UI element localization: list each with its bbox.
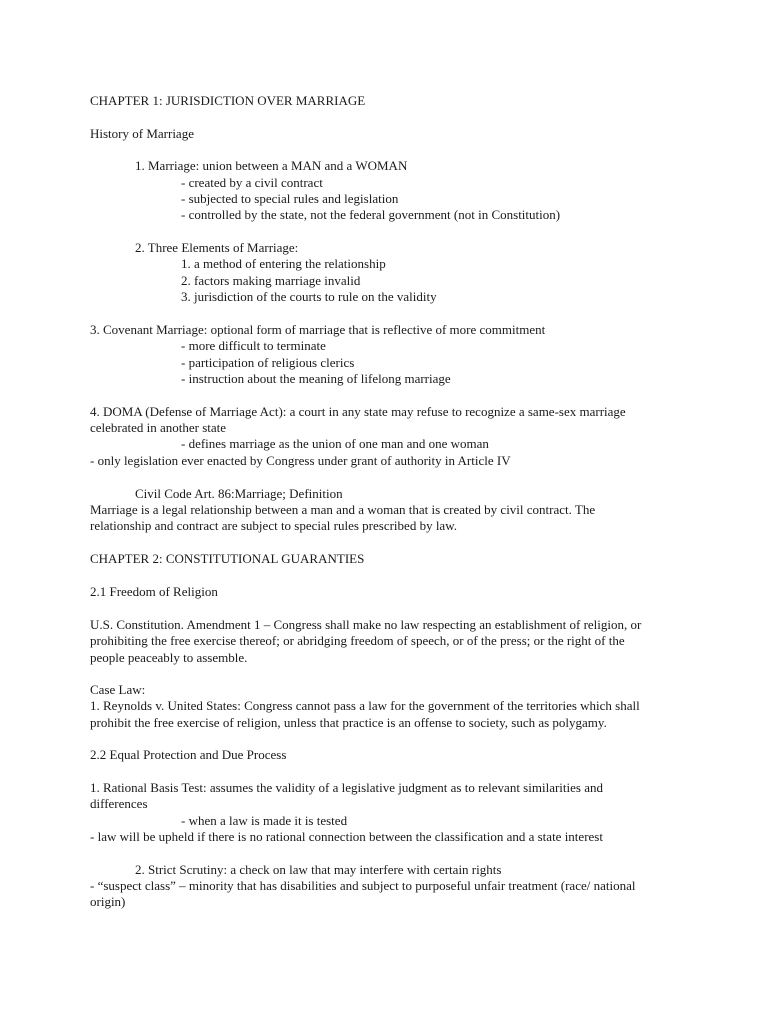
item-2-title: 2. Three Elements of Marriage: <box>135 240 299 255</box>
rational-basis-point: - when a law is made it is tested <box>181 813 348 828</box>
item-3-point: - participation of religious clerics <box>181 355 355 370</box>
case-law-text: 1. Reynolds v. United States: Congress cannot pass a law for the government of the territories which shall <box>90 698 640 713</box>
rational-basis-text: 1. Rational Basis Test: assumes the validity of a legislative judgment as to relevant similarities and <box>90 780 603 795</box>
rational-basis-point: - law will be upheld if there is no rational connection between the classification and a state interest <box>90 829 603 844</box>
item-1-title: 1. Marriage: union between a MAN and a WOMAN <box>135 158 408 173</box>
item-3-point: - more difficult to terminate <box>181 338 326 353</box>
amendment-text: prohibiting the free exercise thereof; or abridging freedom of speech, or of the press; or the right of the <box>90 633 625 648</box>
civil-code-text: relationship and contract are subject to special rules prescribed by law. <box>90 518 457 533</box>
item-3-point: - instruction about the meaning of lifelong marriage <box>181 371 451 386</box>
chapter-2-heading: CHAPTER 2: CONSTITUTIONAL GUARANTIES <box>90 551 365 566</box>
rational-basis-text: differences <box>90 796 148 811</box>
item-4-title: 4. DOMA (Defense of Marriage Act): a court in any state may refuse to recognize a same-sex marriage <box>90 404 626 419</box>
item-2-point: 1. a method of entering the relationship <box>181 256 386 271</box>
amendment-text: people peaceably to assemble. <box>90 650 248 665</box>
case-law-text: prohibit the free exercise of religion, unless that practice is an offense to society, such as polygamy. <box>90 715 607 730</box>
item-1-point: - created by a civil contract <box>181 175 323 190</box>
item-2-point: 3. jurisdiction of the courts to rule on the validity <box>181 289 437 304</box>
item-4-point: - defines marriage as the union of one man and one woman <box>181 436 489 451</box>
history-of-marriage-heading: History of Marriage <box>90 126 194 141</box>
item-2-point: 2. factors making marriage invalid <box>181 273 361 288</box>
item-1-point: - subjected to special rules and legislation <box>181 191 399 206</box>
civil-code-text: Marriage is a legal relationship between a man and a woman that is created by civil contract. The <box>90 502 596 517</box>
case-law-label: Case Law: <box>90 682 146 697</box>
chapter-1-heading: CHAPTER 1: JURISDICTION OVER MARRIAGE <box>90 93 366 108</box>
section-2-1-title: 2.1 Freedom of Religion <box>90 584 218 599</box>
civil-code-title: Civil Code Art. 86:Marriage; Definition <box>135 486 343 501</box>
item-4-point: - only legislation ever enacted by Congress under grant of authority in Article IV <box>90 453 511 468</box>
section-2-2-title: 2.2 Equal Protection and Due Process <box>90 747 287 762</box>
suspect-class-text: - “suspect class” – minority that has disabilities and subject to purposeful unfair treatment (race/ national <box>90 878 636 893</box>
strict-scrutiny-title: 2. Strict Scrutiny: a check on law that may interfere with certain rights <box>135 862 502 877</box>
item-3-title: 3. Covenant Marriage: optional form of marriage that is reflective of more commitment <box>90 322 546 337</box>
amendment-text: U.S. Constitution. Amendment 1 – Congress shall make no law respecting an establishment of religion, or <box>90 617 642 632</box>
item-1-point: - controlled by the state, not the federal government (not in Constitution) <box>181 207 561 222</box>
suspect-class-text: origin) <box>90 894 126 909</box>
item-4-title-continued: celebrated in another state <box>90 420 227 435</box>
